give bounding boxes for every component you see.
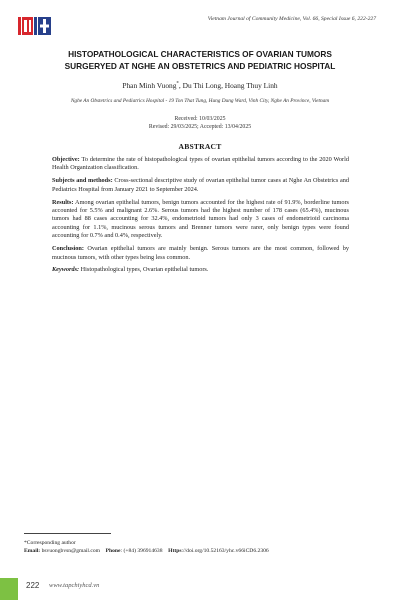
journal-logo (18, 16, 51, 36)
abstract-results (52, 199, 349, 241)
objective-text: To determine the rate of histopathological types of ovarian epithelial tumors according to the 2020 World Health Organization classification. (52, 156, 349, 172)
author-name: Phan Minh Vuong (122, 81, 177, 90)
corresponding-mark: * (176, 81, 179, 87)
abstract-heading: ABSTRACT (178, 142, 222, 151)
corresponding-author-note: *Corresponding author (24, 540, 76, 546)
journal-reference: Vietnam Journal of Community Medicine, Vol. 66, Special Issue 6, 222-227 (207, 16, 376, 22)
received-date: Received: 10/03/2025 (174, 116, 226, 122)
objective-label: Objective: (52, 156, 80, 163)
page-number: 222 (26, 581, 40, 590)
results-label: Results: (52, 198, 74, 206)
contact-line (24, 547, 384, 555)
abstract-keywords (52, 266, 349, 274)
keywords-text: Histopathological types, Ovarian epithelial tumors. (79, 266, 209, 274)
footnote (24, 539, 384, 556)
abstract-objective (52, 156, 349, 173)
phone-value: : (+84) 396914638 (120, 548, 163, 555)
title-line-2: SURGERYED AT NGHE AN OBSTETRICS AND PEDIATRIC HOSPITAL (64, 60, 336, 71)
email-label: Email: (24, 548, 41, 555)
methods-text: Cross-sectional descriptive study of ovarian epithelial tumor cases at Nghe An Obstetrics and Pediatrics Hospital from January 2021 to September 2024. (52, 177, 349, 193)
footnote-divider (24, 533, 111, 534)
affiliation: Nghe An Obstetrics and Pediatrics Hospital - 19 Ton That Tung, Hung Dung Ward, Vinh City, Nghe An Province, Vietnam (70, 98, 330, 104)
article-title (20, 49, 380, 72)
revised-accepted-date: Revised: 29/03/2025; Accepted: 13/04/2025 (148, 124, 252, 131)
doi-label: Https (168, 548, 182, 555)
author-list (20, 81, 380, 90)
article-dates (20, 115, 380, 132)
author-names-rest: , Du Thi Long, Hoang Thuy Linh (178, 81, 278, 90)
conclusion-text: Ovarian epithelial tumors are mainly benign. Serous tumors are the most common, followed by mucinous tumors, with other types being less common. (52, 245, 349, 261)
title-line-1: HISTOPATHOLOGICAL CHARACTERISTICS OF OVARIAN TUMORS (68, 49, 332, 59)
doi-link[interactable]: ://doi.org/10.52163/yhc.v66iCD6.2306 (181, 548, 269, 555)
abstract-conclusion (52, 245, 349, 262)
abstract-methods (52, 177, 349, 194)
keywords-label: Keywords: (52, 266, 80, 274)
abstract-body (52, 156, 349, 279)
phone-label: Phone (105, 548, 121, 555)
journal-website-link[interactable]: www.tapchiyhcd.vn (49, 582, 100, 589)
email-value[interactable]: bsvuongbvsn@gmail.com (40, 548, 101, 555)
results-text: Among ovarian epithelial tumors, benign tumors accounted for the highest rate of 91.9%, borderline tumors accounted for 5.5% and malignant 2.6%. Serous tumors had the highest number of 178 cases (65.4%), mucinous tumors had 88 cases accounting for 32.4%, endometrioid tumors had only 3 cases of endometrioid carcinoma accounting for 1.1%, mucinous serous tumors and Brenner tumors were rarer, only benign types were found accounting for 0.7% and 0.4%, respectively. (52, 198, 349, 240)
conclusion-label: Conclusion: (52, 245, 84, 253)
footer-accent-bar (0, 578, 18, 600)
methods-label: Subjects and methods: (52, 177, 113, 185)
